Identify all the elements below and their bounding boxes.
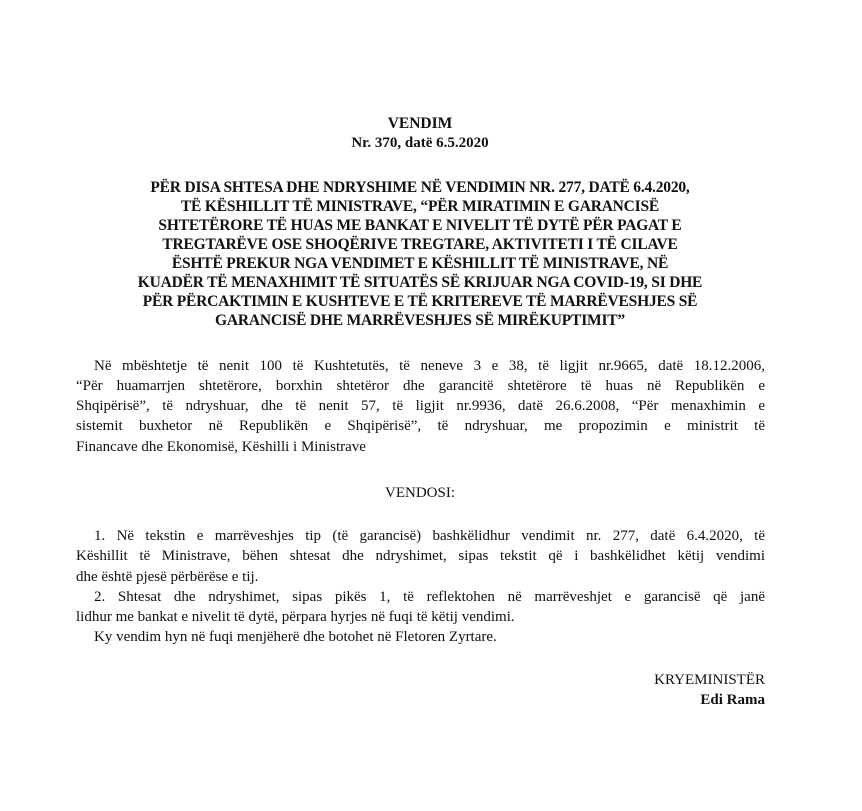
item-2-line: 2. Shtesat dhe ndryshimet, sipas pikës 1, të reflektohen në marrëveshjet e garancisë që janë <box>94 589 765 605</box>
signature-role: KRYEMINISTËR <box>654 672 765 688</box>
item-1-line: 1. Në tekstin e marrëveshjes tip (të garancisë) bashkëlidhur vendimit nr. 277, datë 6.4.2020, të <box>94 528 765 544</box>
preamble-line: “Për huamarrjen shtetërore, borxhin shtetëror dhe garancitë shtetërore të huas në Republikën e <box>76 378 765 394</box>
subject-line: PËR PËRCAKTIMIN E KUSHTEVE E TË KRITEREVE TË MARRËVESHJES SË <box>142 293 698 310</box>
decision-number: Nr. 370, datë 6.5.2020 <box>351 135 489 151</box>
signature-name: Edi Rama <box>700 692 765 708</box>
subject-line: ËSHTË PREKUR NGA VENDIMET E KËSHILLIT TË MINISTRAVE, NË <box>171 255 669 272</box>
item-1-line: Këshillit të Ministrave, bëhen shtesat dhe ndryshimet, sipas tekstit që i bashkëlidhet këtij vendimi <box>76 548 765 564</box>
preamble-line: Shqipërisë”, të ndryshuar, dhe të nenit 57, të ligjit nr.9936, datë 26.6.2008, “Për menaxhimin e <box>76 398 765 414</box>
subject-line: SHTETËRORE TË HUAS ME BANKAT E NIVELIT TË DYTË PËR PAGAT E <box>158 217 682 234</box>
subject-line: KUADËR TË MENAXHIMIT TË SITUATËS SË KRIJUAR NGA COVID-19, SI DHE <box>137 274 703 291</box>
subject-line: TREGTARËVE OSE SHOQËRIVE TREGTARE, AKTIVITETI I TË CILAVE <box>162 236 678 253</box>
preamble-line: sistemit buxhetor në Republikën e Shqipërisë”, të ndryshuar, me propozimin e ministrit të <box>76 418 765 434</box>
preamble-line: Financave dhe Ekonomisë, Këshilli i Ministrave <box>76 439 366 455</box>
closing-line: Ky vendim hyn në fuqi menjëherë dhe botohet në Fletoren Zyrtare. <box>94 629 497 645</box>
subject-line: TË KËSHILLIT TË MINISTRAVE, “PËR MIRATIMIN E GARANCISË <box>180 198 660 215</box>
preamble-line: Në mbështetje të nenit 100 të Kushtetutës, të neneve 3 e 38, të ligjit nr.9665, datë 18.12.2006, <box>94 358 765 374</box>
decides-heading: VENDOSI: <box>385 485 455 501</box>
item-2-line: lidhur me bankat e nivelit të dytë, përpara hyrjes në fuqi të këtij vendimi. <box>76 609 515 625</box>
subject-line: PËR DISA SHTESA DHE NDRYSHIME NË VENDIMIN NR. 277, DATË 6.4.2020, <box>150 179 690 196</box>
item-1-line: dhe është pjesë përbërëse e tij. <box>76 569 259 585</box>
subject-line: GARANCISË DHE MARRËVESHJES SË MIRËKUPTIMIT” <box>215 312 625 329</box>
document-title: VENDIM <box>387 115 453 132</box>
